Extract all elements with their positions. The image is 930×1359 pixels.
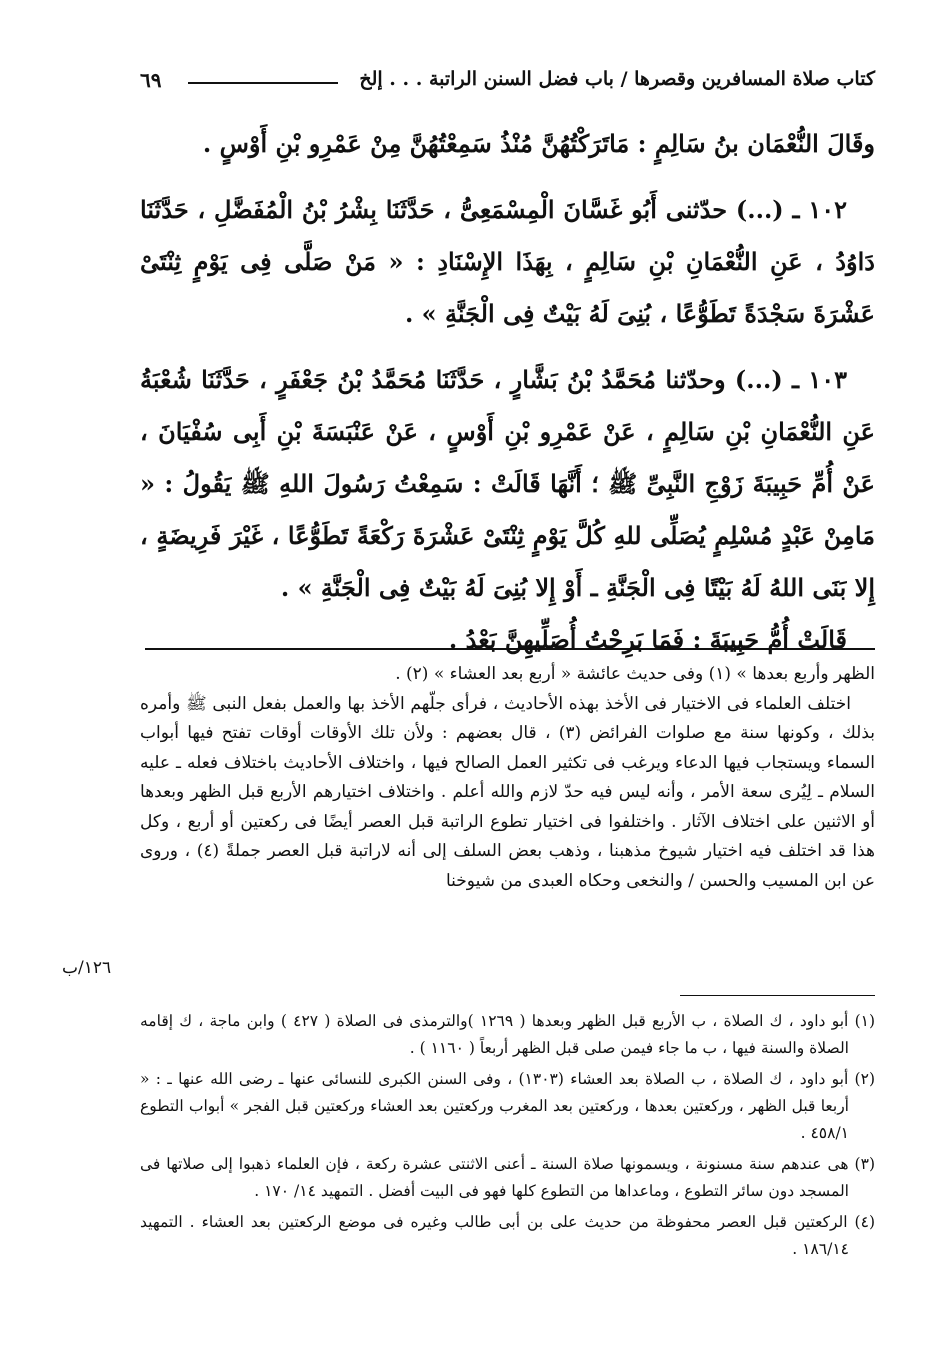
commentary-paragraph: الظهر وأربع بعدها » (١) وفى حديث عائشة « أربع بعد العشاء » (٢) .: [395, 664, 875, 684]
hadith-paragraph: وقَالَ النُّعْمَان بنُ سَالِمٍ : مَاتَرَكْتُهُنَّ مُنْذُ سَمِعْتُهُنَّ مِنْ عَمْرِو بْنِ أَوْسٍ .: [202, 129, 875, 158]
hadith-paragraph: قَالَتْ أُمُّ حَبِيبَةَ : فَمَا بَرِحْتُ أُصَلِّيهِنَّ بَعْدُ .: [448, 625, 847, 654]
main-divider: [145, 648, 875, 650]
footnotes: [140, 1008, 875, 1267]
header-rule: [188, 82, 338, 84]
footnote: (٢) أبو داود ، ك الصلاة ، ب الصلاة بعد العشاء (١٣٠٣) ، وفى السنن الكبرى للنسائى عنها ـ رضى الله عنها ـ : « أربعا قبل الظهر ، وركعتين بعدها ، وركعتين بعد المغرب وركعتين بعد العشاء وركعتين قبل الفجر » أبواب التطوع ٤٥٨/١ .: [140, 1070, 875, 1142]
margin-folio-note: ١٢٦/ب: [62, 958, 112, 978]
hadith-text: [140, 118, 875, 666]
footnote-divider: [680, 995, 875, 996]
commentary-text: [140, 660, 875, 896]
header-title: كتاب صلاة المسافرين وقصرها / باب فضل السنن الراتبة . . . إلخ: [359, 68, 875, 90]
page-number: ٦٩: [140, 68, 162, 92]
commentary-paragraph: اختلف العلماء فى الاختيار فى الأخذ بهذه الأحاديث ، فرأى جلّهم الأخذ بها والعمل بفعل النبى ﷺ وأمره بذلك ، وكونها سنة مع صلوات الفرائض (٣) ، قال بعضهم : ولأن تلك الأوقات أوقات تفتح فيها أبواب السماء ويستجاب فيها الدعاء ويرغب فى تكثير العمل الصالح فيها ، واختلاف الأحاديث باختلاف فعله ـ عليه السلام ـ لِيُرى سعة الأمر ، وأنه ليس فيه حدّ لازم والله أعلم . واختلاف اختيارهم الأربع قبل الظهر وبعدها أو الاثنين على اختلاف الآثار . واختلفوا فى اختيار تطوع الراتبة قبل العصر أيضًا فى ركعتين أو أربع ، وكل هذا قد اختلف فيه اختيار شيوخ مذهبنا ، وذهب بعض السلف إلى أنه لاراتبة قبل العصر جملةً (٤) ، وروى عن ابن المسيب والحسن / والنخعى وحكاه العبدى من شيوخنا: [140, 693, 875, 891]
footnote: (٤) الركعتين قبل العصر محفوظة من حديث على بن أبى طالب وغيره فى موضع الركعتين بعد العشاء . التمهيد ١٨٦/١٤ .: [140, 1213, 875, 1258]
footnote: (١) أبو داود ، ك الصلاة ، ب الأربع قبل الظهر وبعدها ( ١٢٦٩ )والترمذى فى الصلاة ( ٤٢٧ ) وابن ماجة ، ك إقامه الصلاة والسنة فيها ، ب ما جاء فيمن صلى قبل الظهر أربعاً ( ١١٦٠ ) .: [140, 1012, 876, 1057]
hadith-paragraph: ١٠٣ ـ (...) وحدّثنا مُحَمَّدُ بْنُ بَشَّارٍ ، حَدَّثَنَا مُحَمَّدُ بْنُ جَعْفَرٍ ، حَدَّثَنَا شُعْبَةُ عَنِ النُّعْمَانِ بْنِ سَالِمٍ ، عَنْ عَمْرِو بْنِ أَوْسٍ ، عَنْ عَنْبَسَةَ بْنِ أَبِى سُفْيَانَ ، عَنْ أُمِّ حَبِيبَةَ زَوْجِ النَّبِىِّ ﷺ ؛ أَنَّهَا قَالَتْ : سَمِعْتُ رَسُولَ اللهِ ﷺ يَقُولُ : « مَامِنْ عَبْدٍ مُسْلِمٍ يُصَلِّى للهِ كُلَّ يَوْمٍ ثِنْتَىْ عَشْرَةَ رَكْعَةً تَطَوُّعًا ، غَيْرَ فَرِيضَةٍ ، إِلا بَنَى اللهُ لَهُ بَيْتًا فِى الْجَنَّةِ ـ أَوْ إِلا بُنِىَ لَهُ بَيْتٌ فِى الْجَنَّةِ » .: [140, 365, 875, 602]
hadith-paragraph: ١٠٢ ـ (...) حدّثنى أَبُو غَسَّانَ الْمِسْمَعِىُّ ، حَدَّثَنَا بِشْرُ بْنُ الْمُفَضَّلِ ، حَدَّثَنَا دَاوُدُ ، عَنِ النُّعْمَانِ بْنِ سَالِمٍ ، بِهَذَا الإِسْنَادِ : « مَنْ صَلَّى فِى يَوْمٍ ثِنْتَىْ عَشْرَةَ سَجْدَةً تَطَوُّعًا ، بُنِىَ لَهُ بَيْتٌ فِى الْجَنَّةِ » .: [140, 195, 875, 328]
running-header: [140, 64, 875, 98]
footnote: (٣) هى عندهم سنة مسنونة ، ويسمونها صلاة السنة ـ أعنى الاثنتى عشرة ركعة ، فإن العلماء ذهبوا إلى صلاتها فى المسجد دون سائر التطوع ، وماعداها من التطوع كلها فهو فى البيت أفضل . التمهيد ١٤/ ١٧٠ .: [140, 1155, 875, 1200]
